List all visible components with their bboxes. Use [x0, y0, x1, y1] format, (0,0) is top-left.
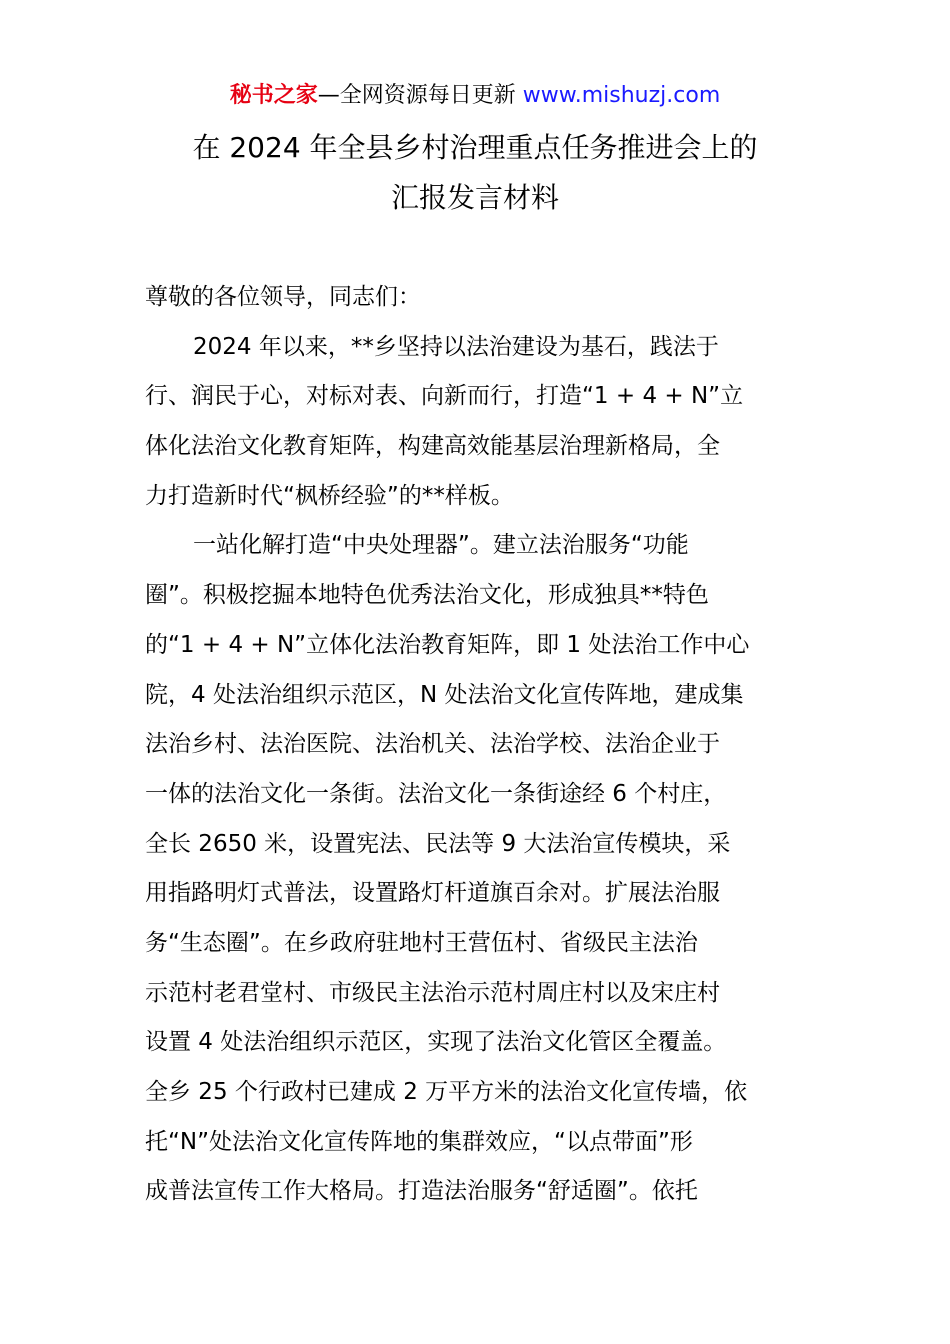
paragraph-2-line: 一体的法治文化一条街。法治文化一条街途经 6 个村庄， [145, 780, 727, 807]
paragraph-2-line: 院，4 处法治组织示范区，N 处法治文化宣传阵地，建成集 [145, 681, 744, 708]
document-body [145, 282, 805, 1226]
paragraph-1-line: 力打造新时代“枫桥经验”的**样板。 [145, 482, 514, 509]
paragraph-1-line: 2024 年以来，**乡坚持以法治建设为基石，践法于 [193, 333, 719, 360]
paragraph-1-line: 体化法治文化教育矩阵，构建高效能基层治理新格局，全 [145, 433, 720, 460]
salutation: 尊敬的各位领导，同志们： [145, 284, 421, 310]
paragraph-2-line: 示范村老君堂村、市级民主法治示范村周庄村以及宋庄村 [145, 979, 720, 1006]
site-brand: 秘书之家 [229, 83, 318, 108]
paragraph-2-line: 一站化解打造“中央处理器”。建立法治服务“功能 [193, 532, 689, 559]
paragraph-2-line: 全乡 25 个行政村已建成 2 万平方米的法治文化宣传墙，依 [145, 1079, 748, 1105]
paragraph-2-line: 的“1 + 4 + N”立体化法治教育矩阵，即 1 处法治工作中心 [145, 631, 750, 658]
paragraph-2-line: 托“N”处法治文化宣传阵地的集群效应，“以点带面”形 [145, 1128, 693, 1155]
paragraph-2-line: 全长 2650 米，设置宪法、民法等 9 大法治宣传模块，采 [145, 830, 731, 857]
paragraph-2-line: 成普法宣传工作大格局。打造法治服务“舒适圈”。依托 [145, 1178, 698, 1205]
site-header [0, 80, 950, 112]
document-title-line-1: 在 2024 年全县乡村治理重点任务推进会上的 [192, 131, 758, 164]
paragraph-2-line: 法治乡村、法治医院、法治机关、法治学校、法治企业于 [145, 731, 720, 758]
paragraph-2-line: 用指路明灯式普法，设置路灯杆道旗百余对。扩展法治服 [145, 880, 720, 907]
paragraph-2-line: 务“生态圈”。在乡政府驻地村王营伍村、省级民主法治 [145, 929, 698, 956]
paragraph-2-line: 设置 4 处法治组织示范区，实现了法治文化管区全覆盖。 [145, 1029, 727, 1056]
paragraph-1-line: 行、润民于心，对标对表、向新而行，打造“1 + 4 + N”立 [145, 383, 744, 410]
site-tagline: —全网资源每日更新 [317, 83, 523, 108]
document-title-line-2: 汇报发言材料 [390, 181, 559, 214]
site-url-link[interactable]: www.mishuzj.com [522, 83, 721, 108]
paragraph-2-line: 圈”。积极挖掘本地特色优秀法治文化，形成独具**特色 [145, 582, 709, 609]
